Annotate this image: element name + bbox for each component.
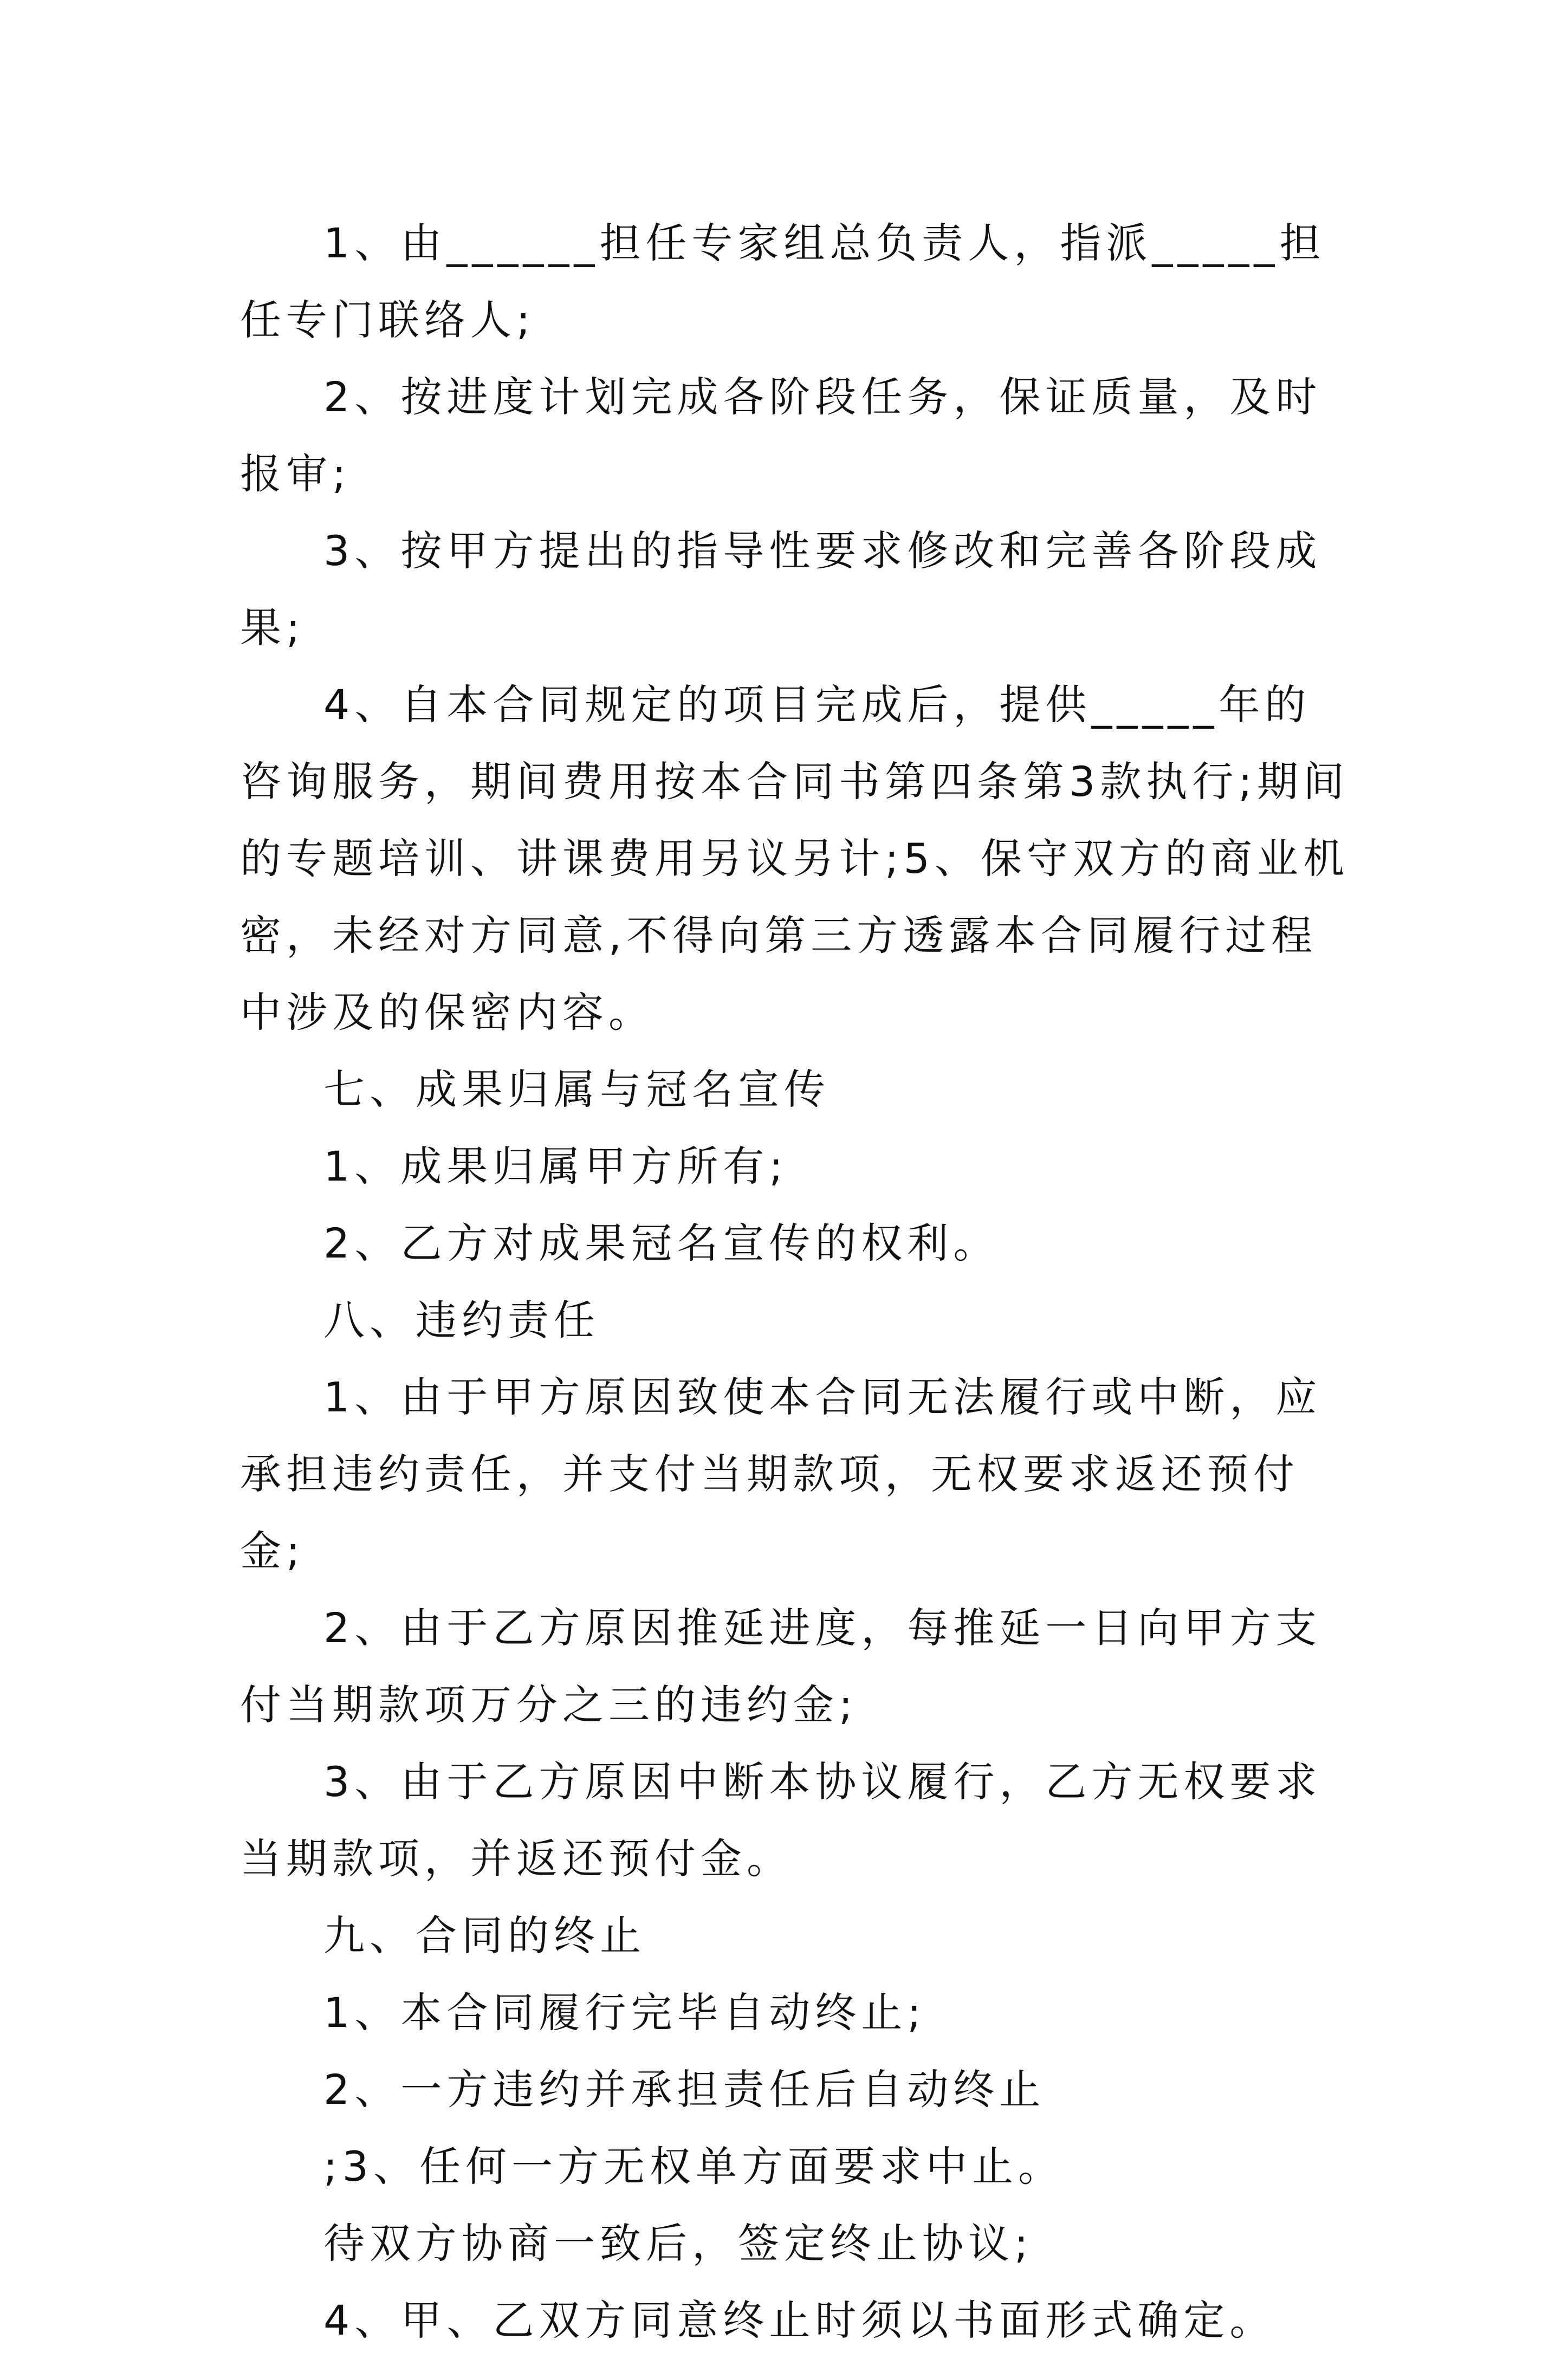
- document-body: [240, 205, 1351, 2359]
- paragraph-item: 2、由于乙方原因推延进度，每推延一日向甲方支付当期款项万分之三的违约金;: [240, 1604, 1322, 1729]
- paragraph-item: 2、乙方对成果冠名宣传的权利。: [323, 1219, 1000, 1267]
- paragraph-item: 待双方协商一致后，签定终止协议;: [323, 2219, 1033, 2267]
- section-heading: 八、违约责任: [323, 1296, 600, 1344]
- paragraph-item: ;3、任何一方无权单方面要求中止。: [323, 2142, 1064, 2190]
- paragraph-item: 2、按进度计划完成各阶段任务，保证质量，及时报审;: [240, 373, 1322, 498]
- paragraph-item: 1、由于甲方原因致使本合同无法履行或中断，应承担违约责任，并支付当期款项，无权要求返还预付金;: [240, 1373, 1322, 1575]
- paragraph-item: 1、由______担任专家组总负责人，指派_____担任专门联络人;: [240, 219, 1326, 344]
- paragraph-item: 1、成果归属甲方所有;: [323, 1142, 788, 1190]
- paragraph-item: 4、甲、乙双方同意终止时须以书面形式确定。: [323, 2296, 1276, 2344]
- paragraph-item: 1、本合同履行完毕自动终止;: [323, 1988, 926, 2037]
- paragraph-item: 3、按甲方提出的指导性要求修改和完善各阶段成果;: [240, 527, 1322, 652]
- section-heading: 九、合同的终止: [323, 1911, 646, 1960]
- section-heading: 七、成果归属与冠名宣传: [323, 1065, 830, 1113]
- paragraph-item: 3、由于乙方原因中断本协议履行，乙方无权要求当期款项，并返还预付金。: [240, 1758, 1322, 1883]
- paragraph-item: 2、一方违约并承担责任后自动终止: [323, 2065, 1046, 2114]
- paragraph-item: 4、自本合同规定的项目完成后，提供_____年的咨询服务，期间费用按本合同书第四条第3款执行;期间的专题培训、讲课费用另议另计;5、保守双方的商业机密，未经对方同意,不得向第三方透露本合同履行过程中涉及的保密内容。: [240, 681, 1349, 1036]
